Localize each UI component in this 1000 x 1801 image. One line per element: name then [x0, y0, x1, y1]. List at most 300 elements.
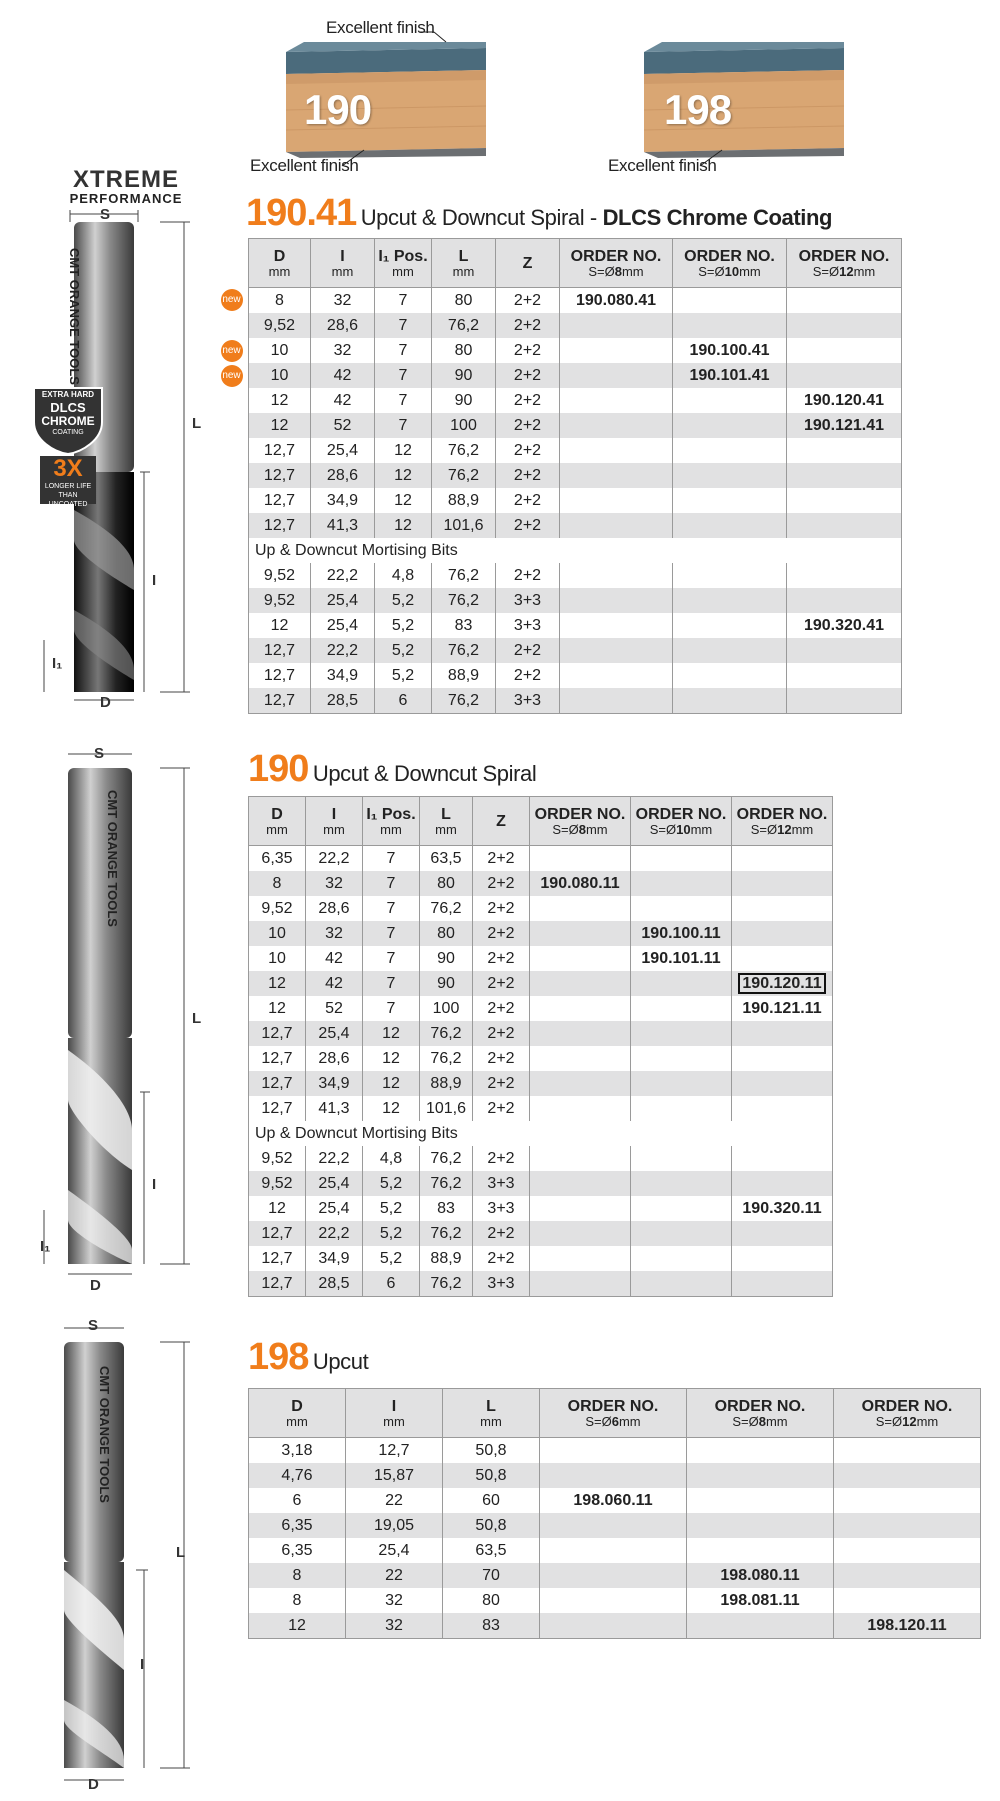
spec-cell: 2+2: [496, 438, 560, 463]
dim-l-1: L: [192, 415, 202, 432]
order-number-cell: [530, 1096, 631, 1121]
order-number-cell: [834, 1513, 981, 1538]
order-number-cell: [732, 871, 833, 896]
spec-cell: 12: [249, 971, 306, 996]
spec-cell: 6: [375, 688, 432, 714]
column-header-unit: mm: [323, 821, 345, 837]
column-header: [420, 797, 473, 846]
badge-sub1: LONGER LIFE: [44, 483, 92, 490]
spec-cell: 2+2: [496, 338, 560, 363]
spec-cell: 12,7: [249, 488, 311, 513]
order-number-cell: [560, 688, 673, 714]
column-header: [249, 239, 311, 288]
column-header: [432, 239, 496, 288]
spec-cell: 10: [249, 921, 306, 946]
order-number-cell: [787, 488, 902, 513]
order-number-cell: [673, 613, 787, 638]
column-header: [560, 239, 673, 288]
order-number-cell: [530, 896, 631, 921]
spec-cell: 32: [306, 921, 363, 946]
spec-cell: 76,2: [420, 1221, 473, 1246]
order-number-cell: [673, 488, 787, 513]
spec-cell: 25,4: [346, 1538, 443, 1563]
spec-cell: 32: [311, 338, 375, 363]
spec-cell: 12: [363, 1071, 420, 1096]
order-number-cell[interactable]: 190.120.41: [787, 388, 902, 413]
order-number-cell: [560, 488, 673, 513]
spec-cell: 4,76: [249, 1463, 346, 1488]
spec-cell: 42: [311, 388, 375, 413]
spec-cell: 12,7: [249, 1271, 306, 1297]
order-number-cell: [540, 1563, 687, 1588]
order-number-cell[interactable]: 198.081.11: [687, 1588, 834, 1613]
order-number-cell: [687, 1538, 834, 1563]
spec-cell: 12,7: [249, 513, 311, 538]
column-header: [540, 1389, 687, 1438]
spec-cell: 76,2: [420, 1271, 473, 1297]
spec-cell: 10: [249, 363, 311, 388]
spec-cell: 2+2: [496, 363, 560, 388]
spec-cell: 7: [363, 996, 420, 1021]
column-header: [363, 797, 420, 846]
order-number-cell: [631, 846, 732, 872]
badge-big: 3X: [53, 455, 83, 482]
spec-cell: 2+2: [496, 313, 560, 338]
spec-cell: 42: [306, 971, 363, 996]
section-desc: Upcut & Downcut Spiral - DLCS Chrome Coating: [360, 205, 833, 230]
logo-line1: XTREME: [72, 166, 179, 193]
spec-cell: 28,6: [311, 313, 375, 338]
order-number-cell: [673, 413, 787, 438]
table-row: [249, 846, 833, 872]
order-number-cell[interactable]: 190.320.41: [787, 613, 902, 638]
spec-cell: 80: [432, 288, 496, 314]
order-number-cell: [687, 1438, 834, 1464]
order-number-cell: [530, 1271, 631, 1297]
order-number-cell: [732, 1146, 833, 1171]
order-number-cell: [530, 1071, 631, 1096]
column-header-unit: S=Ø8mm: [732, 1413, 788, 1429]
badge-line2: DLCS: [50, 400, 86, 415]
order-number-cell[interactable]: 198.080.11: [687, 1563, 834, 1588]
order-number-cell: [673, 288, 787, 314]
column-header-unit: mm: [331, 263, 354, 279]
order-number-cell: [560, 638, 673, 663]
order-number-cell: [732, 896, 833, 921]
spec-cell: 76,2: [420, 1021, 473, 1046]
spec-cell: 2+2: [473, 996, 530, 1021]
column-header-label: ORDER NO.: [798, 247, 890, 265]
table-row: [249, 1271, 833, 1297]
spec-cell: 7: [363, 846, 420, 872]
column-header-unit: mm: [435, 821, 457, 837]
order-number-cell: [560, 563, 673, 588]
order-number-cell: [631, 1021, 732, 1046]
table-row: [249, 1171, 833, 1196]
section-title-190: [248, 748, 536, 791]
spec-cell: 50,8: [443, 1463, 540, 1488]
column-header-label: ORDER NO.: [567, 1397, 659, 1415]
spec-cell: 2+2: [473, 871, 530, 896]
spec-cell: 2+2: [496, 663, 560, 688]
order-number-cell: [631, 996, 732, 1021]
spec-cell: 3,18: [249, 1438, 346, 1464]
subheading-row: [249, 538, 902, 563]
column-header-unit: mm: [480, 1413, 502, 1429]
spec-cell: 80: [420, 871, 473, 896]
spec-cell: 22,2: [306, 1146, 363, 1171]
column-header-unit: mm: [286, 1413, 308, 1429]
column-header: [249, 1389, 346, 1438]
finish-pointer-top: [420, 26, 460, 46]
brand-text-2: CMT ORANGE TOOLS: [105, 790, 120, 927]
order-number-cell: [530, 1171, 631, 1196]
order-number-cell: [560, 338, 673, 363]
finish-label-bottom-190: Excellent finish: [250, 156, 359, 175]
brand-text-3: CMT ORANGE TOOLS: [97, 1366, 112, 1503]
column-header-label: ORDER NO.: [684, 247, 775, 265]
spec-cell: 5,2: [363, 1246, 420, 1271]
table-row: [249, 413, 902, 438]
brand-text-1: CMT ORANGE TOOLS: [67, 248, 82, 385]
spec-cell: 4,8: [375, 563, 432, 588]
column-header-unit: S=Ø8mm: [552, 821, 608, 837]
spec-cell: 25,4: [311, 613, 375, 638]
spec-cell: 25,4: [311, 438, 375, 463]
spec-cell: 34,9: [311, 488, 375, 513]
spec-cell: 2+2: [496, 513, 560, 538]
order-number-cell: [834, 1588, 981, 1613]
order-number-cell: [631, 871, 732, 896]
order-number-highlight[interactable]: 190.120.11: [738, 973, 825, 994]
order-number-cell: [560, 663, 673, 688]
table-row: [249, 996, 833, 1021]
table-row: [249, 1021, 833, 1046]
wood-block-198-illustration: [628, 40, 848, 160]
table-row: [249, 663, 902, 688]
order-number-cell: [540, 1438, 687, 1464]
order-number-cell: [787, 638, 902, 663]
spec-cell: 12: [363, 1046, 420, 1071]
xtreme-performance-logo: [56, 166, 196, 206]
spec-table-19041: [248, 238, 902, 714]
wood-block-190-illustration: [270, 40, 490, 160]
order-number-cell: [530, 1146, 631, 1171]
spec-cell: 12,7: [249, 638, 311, 663]
spec-cell: 9,52: [249, 1146, 306, 1171]
spec-cell: 101,6: [432, 513, 496, 538]
new-badge: new: [221, 365, 243, 387]
order-number-cell: [631, 1096, 732, 1121]
spec-table-198: [248, 1388, 981, 1639]
spec-cell: 4,8: [363, 1146, 420, 1171]
spec-cell: 10: [249, 338, 311, 363]
spec-cell: 2+2: [496, 488, 560, 513]
order-number-cell: [687, 1463, 834, 1488]
order-number-cell: [540, 1463, 687, 1488]
table-row: [249, 438, 902, 463]
spec-cell: 12,7: [249, 1096, 306, 1121]
spec-cell: 8: [249, 871, 306, 896]
table-header-row: [249, 797, 833, 846]
column-header: [496, 239, 560, 288]
column-header: [732, 797, 833, 846]
spec-cell: 42: [306, 946, 363, 971]
spec-cell: 12: [249, 996, 306, 1021]
table-row: [249, 1071, 833, 1096]
order-number-cell: [530, 1046, 631, 1071]
section-desc: Upcut & Downcut Spiral: [312, 761, 537, 786]
spec-cell: 12: [249, 1196, 306, 1221]
order-number-cell: [530, 1246, 631, 1271]
order-number-cell: [673, 588, 787, 613]
spec-cell: 5,2: [375, 663, 432, 688]
dim-i1-1: I₁: [52, 655, 63, 672]
order-number-cell[interactable]: 190.121.41: [787, 413, 902, 438]
order-number-cell[interactable]: 190.320.11: [732, 1196, 833, 1221]
order-number-cell: [787, 363, 902, 388]
table-row: [249, 896, 833, 921]
column-header-label: I: [391, 1397, 397, 1415]
spec-cell: 6,35: [249, 1513, 346, 1538]
spec-cell: 2+2: [496, 388, 560, 413]
order-number-cell: [787, 313, 902, 338]
spec-cell: 12,7: [249, 1046, 306, 1071]
dim-l-2: L: [192, 1010, 202, 1027]
order-number-cell[interactable]: 190.101.41: [673, 363, 787, 388]
spec-cell: 63,5: [443, 1538, 540, 1563]
column-header-label: I₁ Pos.: [366, 805, 416, 823]
order-number-cell: [732, 946, 833, 971]
order-number-cell: [530, 1196, 631, 1221]
spec-cell: 2+2: [473, 971, 530, 996]
column-header: [375, 239, 432, 288]
order-number-cell[interactable]: 190.100.11: [631, 921, 732, 946]
column-header-unit: mm: [266, 821, 288, 837]
spec-cell: 12: [249, 613, 311, 638]
table-row: [249, 1046, 833, 1071]
order-number-cell[interactable]: 190.121.11: [732, 996, 833, 1021]
dim-i-3: I: [140, 1656, 145, 1673]
order-number-cell[interactable]: 190.080.11: [530, 871, 631, 896]
spec-cell: 41,3: [311, 513, 375, 538]
order-number-cell: [732, 1046, 833, 1071]
spec-cell: 7: [375, 288, 432, 314]
spec-cell: 100: [432, 413, 496, 438]
order-number-cell[interactable]: 190.080.41: [560, 288, 673, 314]
spec-cell: 2+2: [473, 1071, 530, 1096]
spec-cell: 12,7: [249, 663, 311, 688]
spec-cell: 2+2: [473, 846, 530, 872]
spec-cell: 12: [249, 388, 311, 413]
order-number-cell: [560, 438, 673, 463]
table-row: [249, 463, 902, 488]
spec-cell: 76,2: [420, 896, 473, 921]
order-number-cell[interactable]: 198.060.11: [540, 1488, 687, 1513]
spec-cell: 7: [363, 896, 420, 921]
column-header-label: L: [458, 247, 469, 265]
table-row: [249, 1563, 981, 1588]
spec-cell: 2+2: [496, 563, 560, 588]
spec-cell: 22,2: [306, 846, 363, 872]
order-number-cell: [834, 1488, 981, 1513]
column-header: [249, 797, 306, 846]
order-number-cell[interactable]: 190.100.41: [673, 338, 787, 363]
order-number-cell: [631, 1046, 732, 1071]
order-number-cell: [687, 1513, 834, 1538]
column-header: [306, 797, 363, 846]
spec-cell: 3+3: [496, 688, 560, 714]
spec-cell: 2+2: [473, 1146, 530, 1171]
spec-cell: 25,4: [311, 588, 375, 613]
order-number-cell: [787, 463, 902, 488]
order-number-cell: [530, 846, 631, 872]
column-header-label: Z: [522, 254, 533, 272]
column-header-label: D: [291, 1397, 303, 1415]
spec-cell: 12: [375, 463, 432, 488]
spec-cell: 3+3: [473, 1196, 530, 1221]
spec-cell: 88,9: [432, 488, 496, 513]
spec-cell: 9,52: [249, 1171, 306, 1196]
spec-cell: 5,2: [375, 588, 432, 613]
order-number-cell: [732, 1171, 833, 1196]
spec-cell: 7: [363, 921, 420, 946]
column-header: [346, 1389, 443, 1438]
order-number-cell: [540, 1613, 687, 1639]
order-number-cell: [530, 996, 631, 1021]
table-row: [249, 288, 902, 314]
column-header-label: L: [441, 805, 451, 823]
table-row: [249, 1588, 981, 1613]
spec-cell: 2+2: [496, 638, 560, 663]
order-number-cell: [673, 663, 787, 688]
spec-cell: 12,7: [249, 463, 311, 488]
table-row: [249, 313, 902, 338]
spec-cell: 3+3: [473, 1271, 530, 1297]
spec-cell: 7: [375, 363, 432, 388]
dim-i-1: I: [152, 572, 157, 589]
table-row: [249, 946, 833, 971]
table-row: [249, 338, 902, 363]
spec-cell: 25,4: [306, 1021, 363, 1046]
spec-cell: 12,7: [249, 688, 311, 714]
dim-d-3: D: [88, 1776, 99, 1793]
spec-cell: 7: [363, 871, 420, 896]
order-number-cell: [834, 1563, 981, 1588]
spec-cell: 32: [346, 1613, 443, 1639]
spec-cell: 3+3: [473, 1171, 530, 1196]
finish-block-198: [628, 40, 848, 160]
dim-i1-2: I₁: [40, 1238, 51, 1255]
section-desc: Upcut: [312, 1349, 369, 1374]
spec-cell: 9,52: [249, 313, 311, 338]
order-number-cell: [673, 638, 787, 663]
column-header-unit: mm: [380, 821, 402, 837]
order-number-cell: [834, 1538, 981, 1563]
spec-cell: 76,2: [420, 1146, 473, 1171]
spec-cell: 52: [311, 413, 375, 438]
column-header: [631, 797, 732, 846]
order-number-cell[interactable]: 190.101.11: [631, 946, 732, 971]
spec-cell: 12,7: [249, 1246, 306, 1271]
finish-block-190: [270, 40, 490, 160]
order-number-cell: [834, 1463, 981, 1488]
spec-cell: 34,9: [311, 663, 375, 688]
order-number-cell: [631, 1246, 732, 1271]
badge-3x-box: [40, 455, 96, 508]
spec-cell: 2+2: [473, 921, 530, 946]
spec-cell: 76,2: [432, 688, 496, 714]
finish-pointer-bottom-190: [340, 148, 370, 172]
column-header-unit: S=Ø6mm: [585, 1413, 641, 1429]
order-number-cell[interactable]: [732, 971, 833, 996]
order-number-cell: [560, 613, 673, 638]
table-row: [249, 488, 902, 513]
order-number-cell: [560, 388, 673, 413]
dim-i-2: I: [152, 1176, 157, 1193]
spec-cell: 32: [306, 871, 363, 896]
spec-cell: 25,4: [306, 1196, 363, 1221]
column-header-unit: S=Ø10mm: [698, 263, 761, 279]
table-row: [249, 1438, 981, 1464]
column-header: [311, 239, 375, 288]
column-header-unit: S=Ø12mm: [875, 1413, 939, 1429]
spec-cell: 83: [420, 1196, 473, 1221]
section-title-198: [248, 1336, 368, 1379]
spec-cell: 12: [249, 413, 311, 438]
column-header-label: ORDER NO.: [570, 247, 662, 265]
badge-line3: CHROME: [41, 414, 95, 428]
spec-cell: 2+2: [473, 1246, 530, 1271]
router-bit-190-illustration: [40, 750, 200, 1290]
table-row: [249, 1513, 981, 1538]
spec-cell: 42: [311, 363, 375, 388]
column-header-label: D: [273, 247, 286, 265]
spec-cell: 6: [249, 1488, 346, 1513]
order-number-cell: [530, 921, 631, 946]
spec-cell: 7: [375, 413, 432, 438]
order-number-cell: [732, 1071, 833, 1096]
spec-cell: 6,35: [249, 846, 306, 872]
column-header-unit: S=Ø10mm: [649, 821, 713, 837]
dim-d-1: D: [100, 694, 111, 711]
spec-cell: 28,6: [306, 896, 363, 921]
spec-cell: 2+2: [496, 288, 560, 314]
column-header-unit: mm: [452, 263, 475, 279]
column-header-label: L: [486, 1397, 496, 1415]
spec-cell: 12: [363, 1021, 420, 1046]
subheading-row: [249, 1121, 833, 1146]
spec-cell: 76,2: [420, 1046, 473, 1071]
spec-cell: 2+2: [473, 1021, 530, 1046]
spec-cell: 76,2: [432, 563, 496, 588]
column-header-unit: S=Ø8mm: [588, 263, 644, 279]
spec-cell: 5,2: [363, 1196, 420, 1221]
spec-cell: 9,52: [249, 563, 311, 588]
order-number-cell[interactable]: 198.120.11: [834, 1613, 981, 1639]
spec-cell: 22,2: [311, 563, 375, 588]
spec-cell: 90: [420, 971, 473, 996]
spec-cell: 70: [443, 1563, 540, 1588]
spec-cell: 12: [363, 1096, 420, 1121]
spec-cell: 76,2: [432, 438, 496, 463]
spec-cell: 63,5: [420, 846, 473, 872]
order-number-cell: [631, 1196, 732, 1221]
order-number-cell: [687, 1488, 834, 1513]
order-number-cell: [673, 313, 787, 338]
column-header: [530, 797, 631, 846]
order-number-cell: [732, 921, 833, 946]
